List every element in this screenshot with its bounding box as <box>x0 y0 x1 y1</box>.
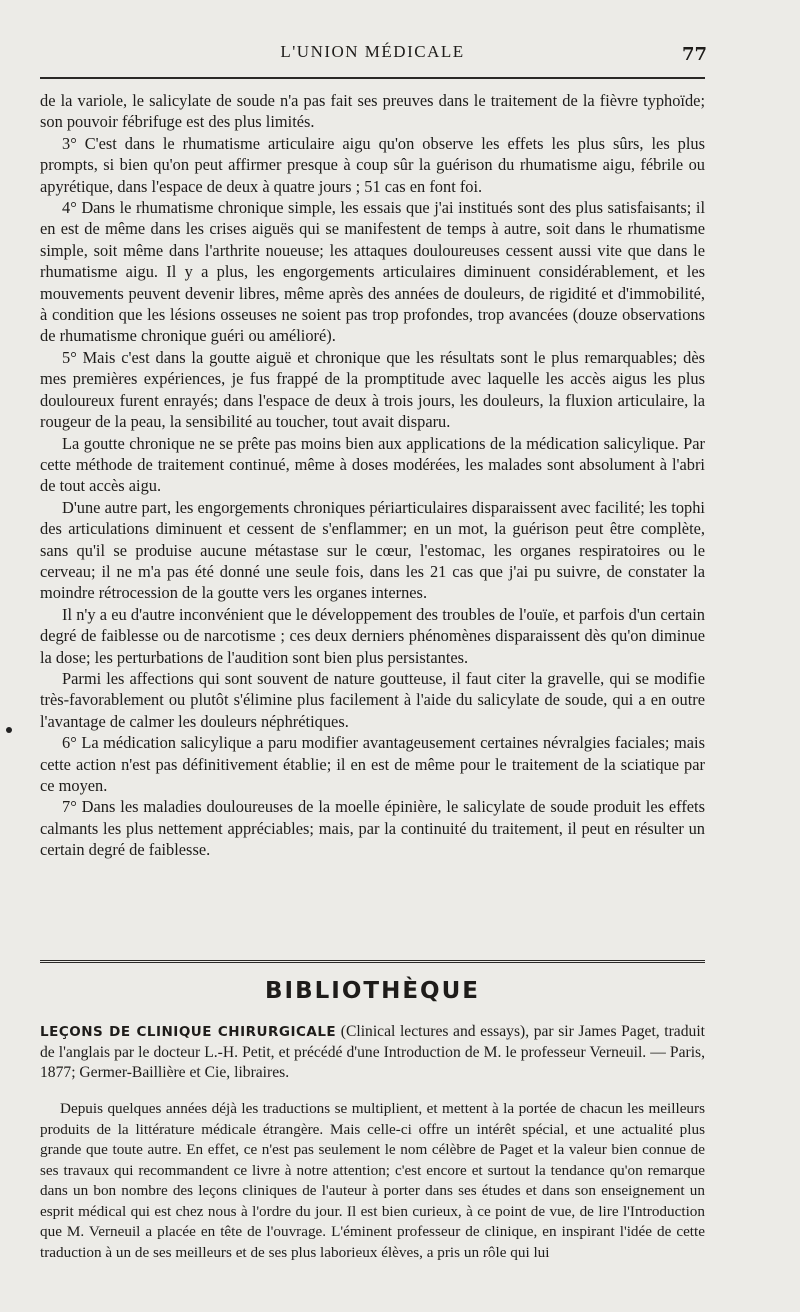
article-body <box>40 90 705 861</box>
section-rule <box>40 960 705 963</box>
page-number: 77 <box>681 44 707 65</box>
review-body <box>40 1099 705 1263</box>
section-title: BIBLIOTHÈQUE <box>265 978 480 1004</box>
page-header <box>40 40 705 70</box>
margin-dot <box>6 727 12 733</box>
paragraph: La goutte chronique ne se prête pas moins bien aux applications de la médication salicylique. Par cette méthode de traitement continué, même à doses modérées, les malades sont absolument à l'abri de tout accès aigu. <box>40 433 705 496</box>
paragraph: D'une autre part, les engorgements chroniques périarticulaires disparaissent avec facilité; les tophi des articulations diminuent et cessent de s'enflammer; en un mot, la guérison peut être complète, sans qu'il se produise aucune métastase sur le cœur, l'estomac, les organes respiratoires ou le cerveau; il ne m'a pas été donné une seule fois, dans les 21 cas que j'ai pu suivre, de constater la moindre rétrocession de la goutte vers les organes internes. <box>40 497 705 603</box>
header-rule <box>40 77 705 79</box>
paragraph: 3° C'est dans le rhumatisme articulaire aigu qu'on observe les effets les plus sûrs, les plus prompts, si bien qu'on peut affirmer presque à coup sûr la guérison du rhumatisme aigu, fébrile ou apyrétique, dans l'espace de deux à quatre jours ; 51 cas en font foi. <box>40 133 705 196</box>
paragraph: 6° La médication salicylique a paru modifier avantageusement certaines névralgies faciales; mais cette action n'est pas définitivement établie; il en est de même pour le traitement de la sciatique par ce moyen. <box>40 733 705 795</box>
book-entry <box>40 1022 705 1084</box>
book-entry-details: (Clinical lectures and essays), par sir James Paget, traduit de l'anglais par le docteur L.-H. Petit, et précédé d'une Introduction de M. le professeur Verneuil. — Paris, 1877; Germer-Baillière et Cie, libraires. <box>40 1023 705 1081</box>
paragraph: de la variole, le salicylate de soude n'a pas fait ses preuves dans le traitement de la fièvre typhoïde; son pouvoir fébrifuge est des plus limités. <box>40 91 705 132</box>
paragraph: 4° Dans le rhumatisme chronique simple, les essais que j'ai institués sont des plus satisfaisants; il en est de même dans les crises aiguës qui se manifestent de temps à autre, soit dans le rhumatisme simple, soit même dans l'arthrite noueuse; les attaques douloureuses cessent aussi vite que dans le rhumatisme aigu. Il y a plus, les engorgements articulaires diminuent considérablement, et les mouvements peuvent devenir libres, même après des années de douleurs, de rigidité et d'immobilité, à condition que les lésions osseuses ne soient pas trop profondes, trop avancées (douze observations de rhumatisme chronique guéri ou amélioré). <box>40 198 705 346</box>
paragraph: 7° Dans les maladies douloureuses de la moelle épinière, le salicylate de soude produit les effets calmants les plus nettement appréciables; mais, par la continuité du traitement, il peut en résulter un certain degré de faiblesse. <box>40 797 705 860</box>
running-title: L'UNION MÉDICALE <box>280 42 465 61</box>
paragraph: Parmi les affections qui sont souvent de nature goutteuse, il faut citer la gravelle, qui se modifie très-favorablement ou plutôt s'élimine plus facilement à l'aide du salicylate de soude, qui a en outre l'avantage de calmer les douleurs néphrétiques. <box>40 668 705 731</box>
book-title: LEÇONS DE CLINIQUE CHIRURGICALE <box>40 1024 337 1040</box>
paragraph: 5° Mais c'est dans la goutte aiguë et chronique que les résultats sont le plus remarquables; dès mes premières expériences, je fus frappé de la promptitude avec laquelle les accès aigus les plus douloureux furent enrayés; dans l'espace de deux à trois jours, les douleurs, la fluxion articulaire, la rougeur de la peau, la sensibilité au toucher, tout avait disparu. <box>40 347 705 432</box>
paragraph: Il n'y a eu d'autre inconvénient que le développement des troubles de l'ouïe, et parfois d'un certain degré de faiblesse ou de narcotisme ; ces deux derniers phénomènes disparaissent dès qu'on diminue la dose; les perturbations de l'audition sont bien plus persistantes. <box>40 604 705 667</box>
paragraph: Depuis quelques années déjà les traductions se multiplient, et mettent à la portée de chacun les meilleurs produits de la littérature médicale étrangère. Mais celle-ci offre un intérêt spécial, et une actualité plus grande que toute autre. En effet, ce n'est pas seulement le nom célèbre de Paget et la valeur bien connue de ses travaux qui recommandent ce livre à notre attention; c'est encore et surtout la tendance qu'on remarque dans un bon nombre des leçons cliniques de l'auteur à porter dans ses études et dans son enseignement un esprit médical qui est chez nous à l'ordre du jour. Il est bien curieux, à ce point de vue, de lire l'Introduction que M. Verneuil a placée en tête de l'ouvrage. L'éminent professeur de clinique, en inspirant l'idée de cette traduction à un de ses meilleurs et de ses plus laborieux élèves, a pris un rôle qui lui <box>40 1100 705 1261</box>
